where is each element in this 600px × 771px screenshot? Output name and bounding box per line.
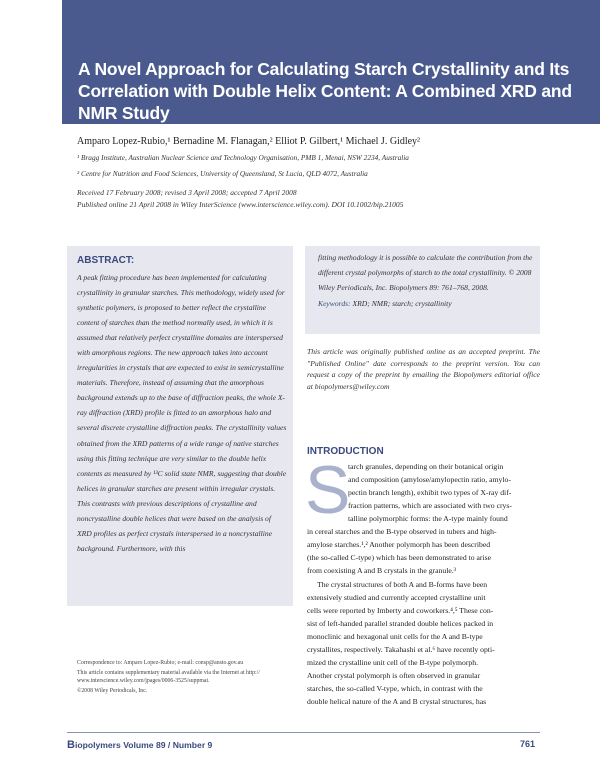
publication-info: Published online 21 April 2008 in Wiley InterScience (www.interscience.wiley.com). DOI 10.1002/bip.21005 [77, 200, 404, 209]
intro-line: sist of left-handed parallel stranded double helices packed in [307, 619, 494, 628]
intro-line: crystallites, respectively. Takahashi et al.⁶ have recently opti- [307, 645, 495, 654]
intro-line: from coexisting A and B crystals in the granule.³ [307, 566, 456, 575]
page-number: 761 [520, 739, 536, 749]
received-dates: Received 17 February 2008; revised 3 April 2008; accepted 7 April 2008 [77, 188, 297, 197]
footer-journal-rest: iopolymers Volume 89 / Number 9 [74, 740, 213, 750]
abstract-text: A peak fitting procedure has been implemented for calculating crystallinity in granular starches. This methodology, widely used for synthetic polymers, is proposed to better reflect the crystalline content of starches than the method normally used, in which it is assumed that relatively perfect crystalline domains are interspersed with amorphous regions. The new approach takes into account irregularities in crystals that are expected to exist in semicrystalline materials. Therefore, instead of assuming that the amorphous background extends up to the base of diffraction peaks, the whole X-ray diffraction (XRD) profile is fitted to an amorphous halo and several discrete crystalline diffraction peaks. The crystallinity values obtained from the XRD patterns of a wide range of native starches using this fitting technique are very similar to the double helix contents as measured by ¹³C solid state NMR, suggesting that double helices in granular starches are present within irregular crystals. This contrasts with previous descriptions of crystalline and noncrystalline double helices that were based on the analysis of XRD profiles as perfect crystals interspersed in a noncrystalline background. Furthermore, with this [77, 273, 287, 553]
intro-line: pectin branch length), exhibit two types of X-ray dif- [348, 488, 512, 497]
footer-rule [67, 732, 540, 733]
keywords: XRD; NMR; starch; crystallinity [352, 298, 452, 308]
intro-line: monoclinic and hexagonal unit cells for the A and B-type [307, 632, 483, 641]
supplementary-url: www.interscience.wiley.com/jpages/0006-3525/suppmat. [77, 678, 210, 684]
intro-line: and composition (amylose/amylopectin ratio, amylo- [348, 475, 511, 484]
intro-line: mized the crystalline unit cell of the B-type polymorph. [307, 658, 479, 667]
drop-cap: S [305, 452, 351, 528]
abstract-heading: ABSTRACT: [77, 255, 135, 266]
footer-journal [67, 739, 212, 751]
introduction-heading: INTRODUCTION [307, 446, 384, 457]
correspondence-line: Correspondence to: Amparo Lopez-Rubio; e-mail: consp@ansto.gov.au [77, 660, 244, 666]
intro-line: fraction patterns, which are associated with two crys- [348, 501, 512, 510]
intro-line: The crystal structures of both A and B-forms have been [317, 580, 488, 589]
author-list: Amparo Lopez-Rubio,¹ Bernadine M. Flanagan,² Elliot P. Gilbert,¹ Michael J. Gidley² [77, 136, 421, 147]
intro-line: (the so-called C-type) which has been demonstrated to arise [307, 553, 492, 562]
intro-line: cells were reported by Imberty and coworkers.⁴,⁵ These con- [307, 606, 494, 615]
article-title: A Novel Approach for Calculating Starch Crystallinity and Its Correlation with Double Helix Content: A Combined XRD and NMR Study [78, 59, 572, 123]
abstract-continued [318, 250, 533, 311]
intro-line: Another crystal polymorph is often observed in granular [307, 671, 481, 680]
copyright-line: ©2008 Wiley Periodicals, Inc. [77, 688, 148, 694]
intro-line: tarch granules, depending on their botanical origin [348, 462, 504, 471]
affiliation-2: ² Centre for Nutrition and Food Sciences, University of Queensland, St Lucia, QLD 4072, Australia [77, 169, 368, 178]
intro-line: in cereal starches and the B-type observed in tubers and high- [307, 527, 497, 536]
intro-line: starches, the so-called V-type, which, in contrast with the [307, 684, 483, 693]
title-band [62, 0, 600, 124]
intro-line: amylose starches.¹,² Another polymorph has been described [307, 540, 491, 549]
keywords-label: Keywords: [318, 298, 351, 308]
supplementary-note: This article contains supplementary material available via the Internet at http:// [77, 670, 260, 676]
footer-journal-initial: B [67, 739, 75, 751]
preprint-note: This article was originally published online as an accepted preprint. The "Published Online" date corresponds to the preprint version. You can request a copy of the preprint by emailing the Biopolymers editorial office at biopolymers@wiley.com [307, 347, 540, 391]
affiliation-1: ¹ Bragg Institute, Australian Nuclear Science and Technology Organisation, PMB 1, Menai, NSW 2234, Australia [77, 153, 409, 162]
intro-line: double helical nature of the A and B crystal structures, has [307, 697, 487, 706]
abstract-continued-text: fitting methodology it is possible to calculate the contribution from the different crystal polymorphs of starch to the total crystallinity. © 2008 Wiley Periodicals, Inc. Biopolymers 89: 761–768, 2008. [318, 253, 533, 293]
intro-line: talline polymorphic forms: the A-type mainly found [348, 514, 508, 523]
intro-line: extensively studied and currently accepted crystalline unit [307, 593, 486, 602]
